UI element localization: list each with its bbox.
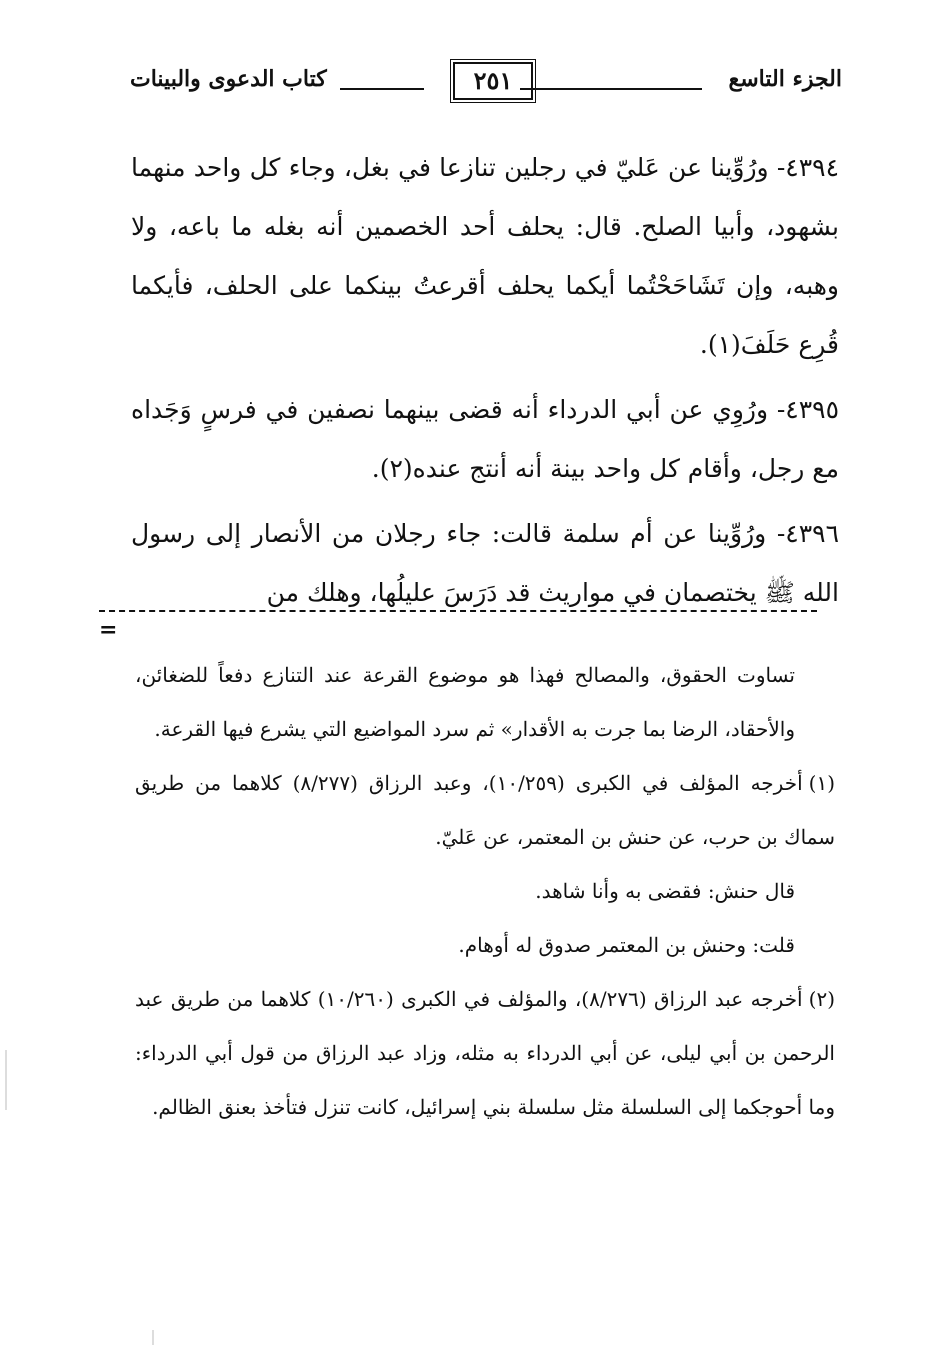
main-text — [131, 138, 839, 628]
footnote-separator — [99, 610, 817, 612]
header-rule-right — [520, 88, 702, 90]
footnote-2 — [135, 972, 835, 1134]
footnote-number: (٢) — [808, 987, 835, 1011]
footnotes — [135, 648, 835, 1134]
hadith-paragraph: ٤٣٩٦- ورُوِّينا عن أم سلمة قالت: جاء رجلان من الأنصار إلى رسول الله ﷺ يختصمان في مواريث قد دَرَسَ عليلُها، وهلك من — [131, 519, 839, 607]
footnote-continued: تساوت الحقوق، والمصالح فهذا هو موضوع القرعة عند التنازع دفعاً للضغائن، والأحقاد، الرضا بما جرت به الأقدار» ثم سرد المواضيع التي يشرع فيها القرعة. — [135, 663, 795, 741]
book-title: كتاب الدعوى والبينات — [130, 66, 327, 92]
footnote-text: أخرجه عبد الرزاق (٨/٢٧٦)، والمؤلف في الكبرى (١٠/٢٦٠) كلاهما من طريق عبد الرحمن بن أبي ليلى، عن أبي الدرداء به مثله، وزاد عبد الرزاق من قول أبي الدرداء: وما أحوجكما إلى السلسلة مثل سلسلة بني إسرائيل، كانت تنزل فتأخذ بعنق الظالم. — [135, 987, 835, 1119]
volume-title: الجزء التاسع — [728, 66, 842, 92]
running-header — [120, 62, 842, 102]
footnote-line: قال حنش: فقضى به وأنا شاهد. — [535, 879, 795, 903]
footnote-text: أخرجه المؤلف في الكبرى (١٠/٢٥٩)، وعبد الرزاق (٨/٢٧٧) كلاهما من طريق سماك بن حرب، عن حنش بن المعتمر، عن عَليّ. — [135, 771, 835, 849]
footnote-number: (١) — [808, 771, 836, 795]
footnote-1 — [135, 756, 835, 864]
continuation-mark: = — [99, 617, 118, 643]
hadith-paragraph: ٤٣٩٤- ورُوِّينا عن عَليّ في رجلين تنازعا في بغل، وجاء كل واحد منهما بشهود، وأبيا الصلح. قال: يحلف أحد الخصمين أنه بغله ما باعه، ولا وهبه، وإن تَشَاحَحْتُما أيكما يحلف أقرعتُ بينكما على الحلف، فأيكما قُرِع حَلَفَ(١). — [131, 153, 839, 359]
page-number: ٢٥١ — [453, 62, 533, 100]
hadith-paragraph: ٤٣٩٥- ورُوِي عن أبي الدرداء أنه قضى بينهما نصفين في فرسٍ وَجَداه مع رجل، وأقام كل واحد بينة أنه أنتج عنده(٢). — [131, 395, 839, 483]
footnote-line: قلت: وحنش بن المعتمر صدوق له أوهام. — [458, 933, 795, 957]
header-rule-left — [340, 88, 424, 90]
